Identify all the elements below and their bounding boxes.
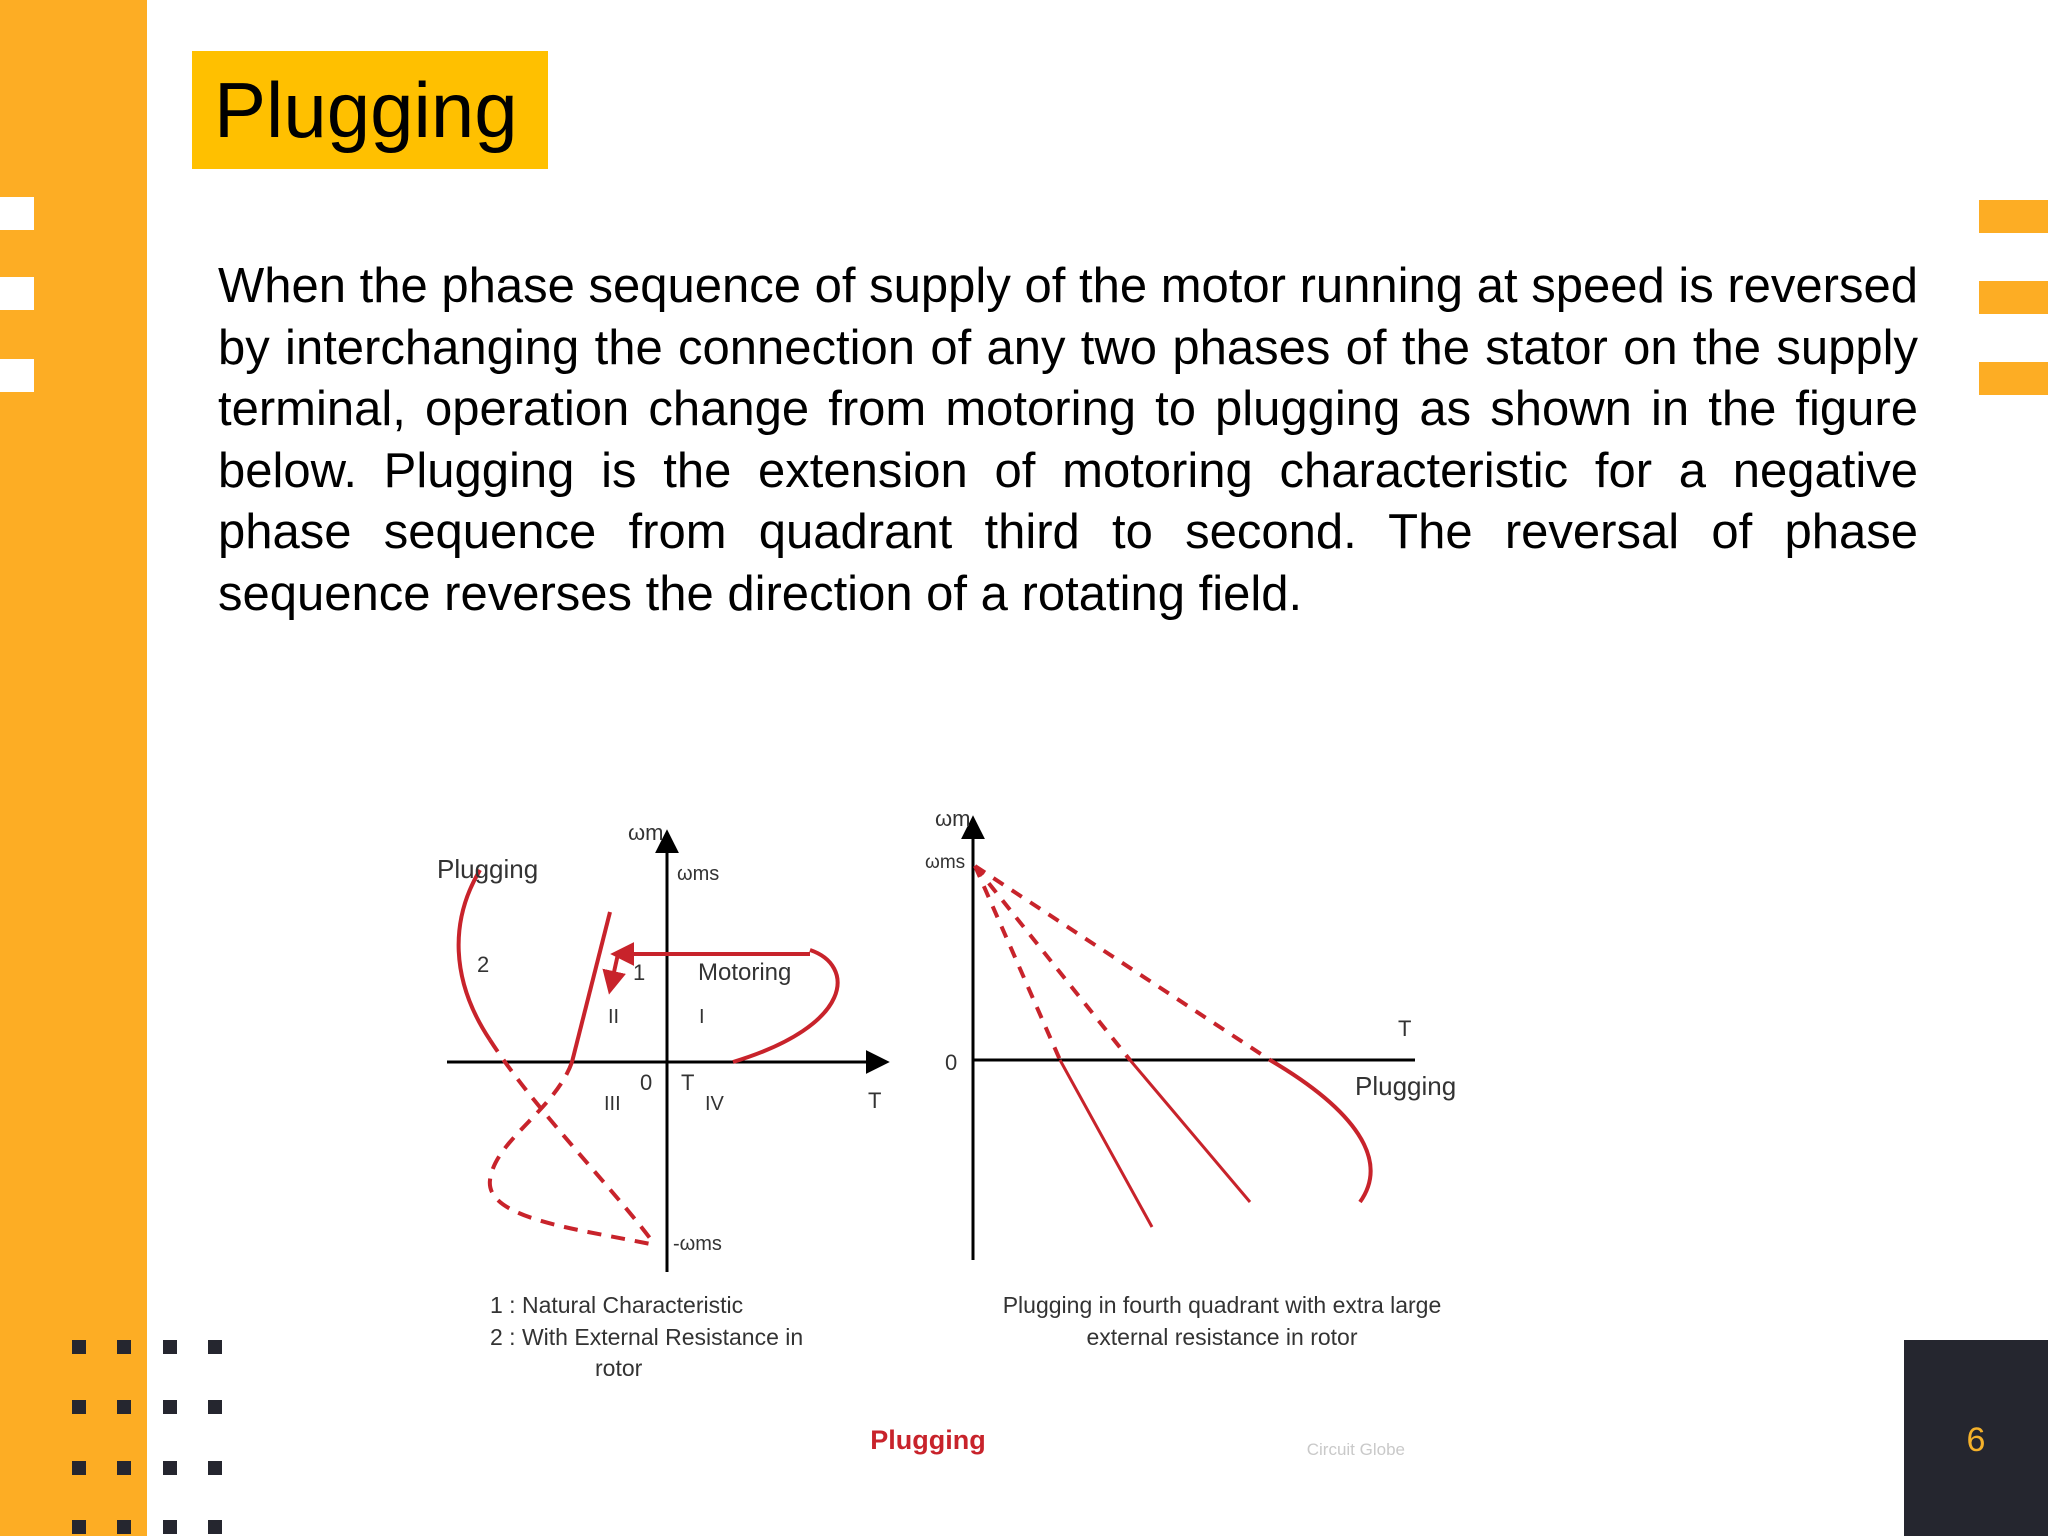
dashed-line-3 [975, 866, 1270, 1060]
legend-line-1: 1 : Natural Characteristic [490, 1292, 744, 1318]
left-diagram [437, 820, 885, 1381]
right-caption-line-1: Plugging in fourth quadrant with extra large [1002, 1292, 1442, 1318]
curve-1-label: 1 [633, 960, 646, 985]
right-t-axis-label: T [1398, 1016, 1412, 1041]
left-notch [0, 277, 34, 310]
left-notch [0, 359, 34, 392]
left-omega-m-label: ωm [628, 820, 664, 845]
left-notch [0, 197, 34, 230]
quadrant-IV-label: IV [705, 1093, 724, 1115]
neg-omega-ms-label: -ωms [673, 1233, 722, 1255]
left-t-near-origin: T [681, 1070, 695, 1095]
left-omega-ms-label: ωms [677, 863, 720, 885]
legend-line-2: 2 : With External Resistance in [490, 1324, 804, 1350]
right-accent-bar [1979, 200, 2048, 233]
transition-arrow-down [610, 954, 618, 990]
right-caption-line-2: external resistance in rotor [1086, 1324, 1358, 1350]
page-number: 6 [1904, 1340, 2048, 1536]
right-diagram [925, 806, 1456, 1350]
curve-1-dashed [490, 1062, 655, 1245]
right-omega-ms-label: ωms [925, 852, 966, 873]
right-plugging-label: Plugging [1355, 1071, 1457, 1101]
quadrant-III-label: III [604, 1093, 621, 1115]
motoring-label: Motoring [698, 959, 792, 986]
left-origin-label: 0 [640, 1070, 653, 1095]
dashed-line-2 [975, 866, 1130, 1060]
solid-line-1 [1060, 1060, 1152, 1227]
left-t-axis-label: T [868, 1088, 882, 1113]
right-accent-bar [1979, 281, 2048, 314]
curve-2-dashed [490, 1040, 655, 1245]
quadrant-I-label: I [699, 1006, 705, 1028]
right-origin-label: 0 [945, 1050, 958, 1075]
plugging-curve-1 [572, 912, 610, 1062]
plugging-figure [415, 790, 1485, 1490]
curve-2-label: 2 [477, 952, 490, 977]
slide-title: Plugging [192, 51, 548, 169]
right-accent-bar [1979, 362, 2048, 395]
body-paragraph: When the phase sequence of supply of the motor running at speed is reversed by interchanging the connection of any two phases of the stator on the supply terminal, operation change from motoring to plugging as shown in the figure below. Plugging is the extension of motoring characteristic for a negative phase sequence from quadrant third to second. The reversal of phase sequence reverses the direction of a rotating field. [218, 259, 1918, 621]
legend-line-3: rotor [595, 1355, 643, 1381]
solid-line-2 [1130, 1060, 1250, 1202]
left-plugging-label: Plugging [437, 854, 539, 884]
figure-caption: Plugging [870, 1425, 986, 1455]
watermark: Circuit Globe [1306, 1440, 1405, 1459]
quadrant-II-label: II [608, 1006, 620, 1028]
right-omega-m-label: ωm [935, 806, 971, 831]
left-accent-bar [0, 0, 147, 1536]
